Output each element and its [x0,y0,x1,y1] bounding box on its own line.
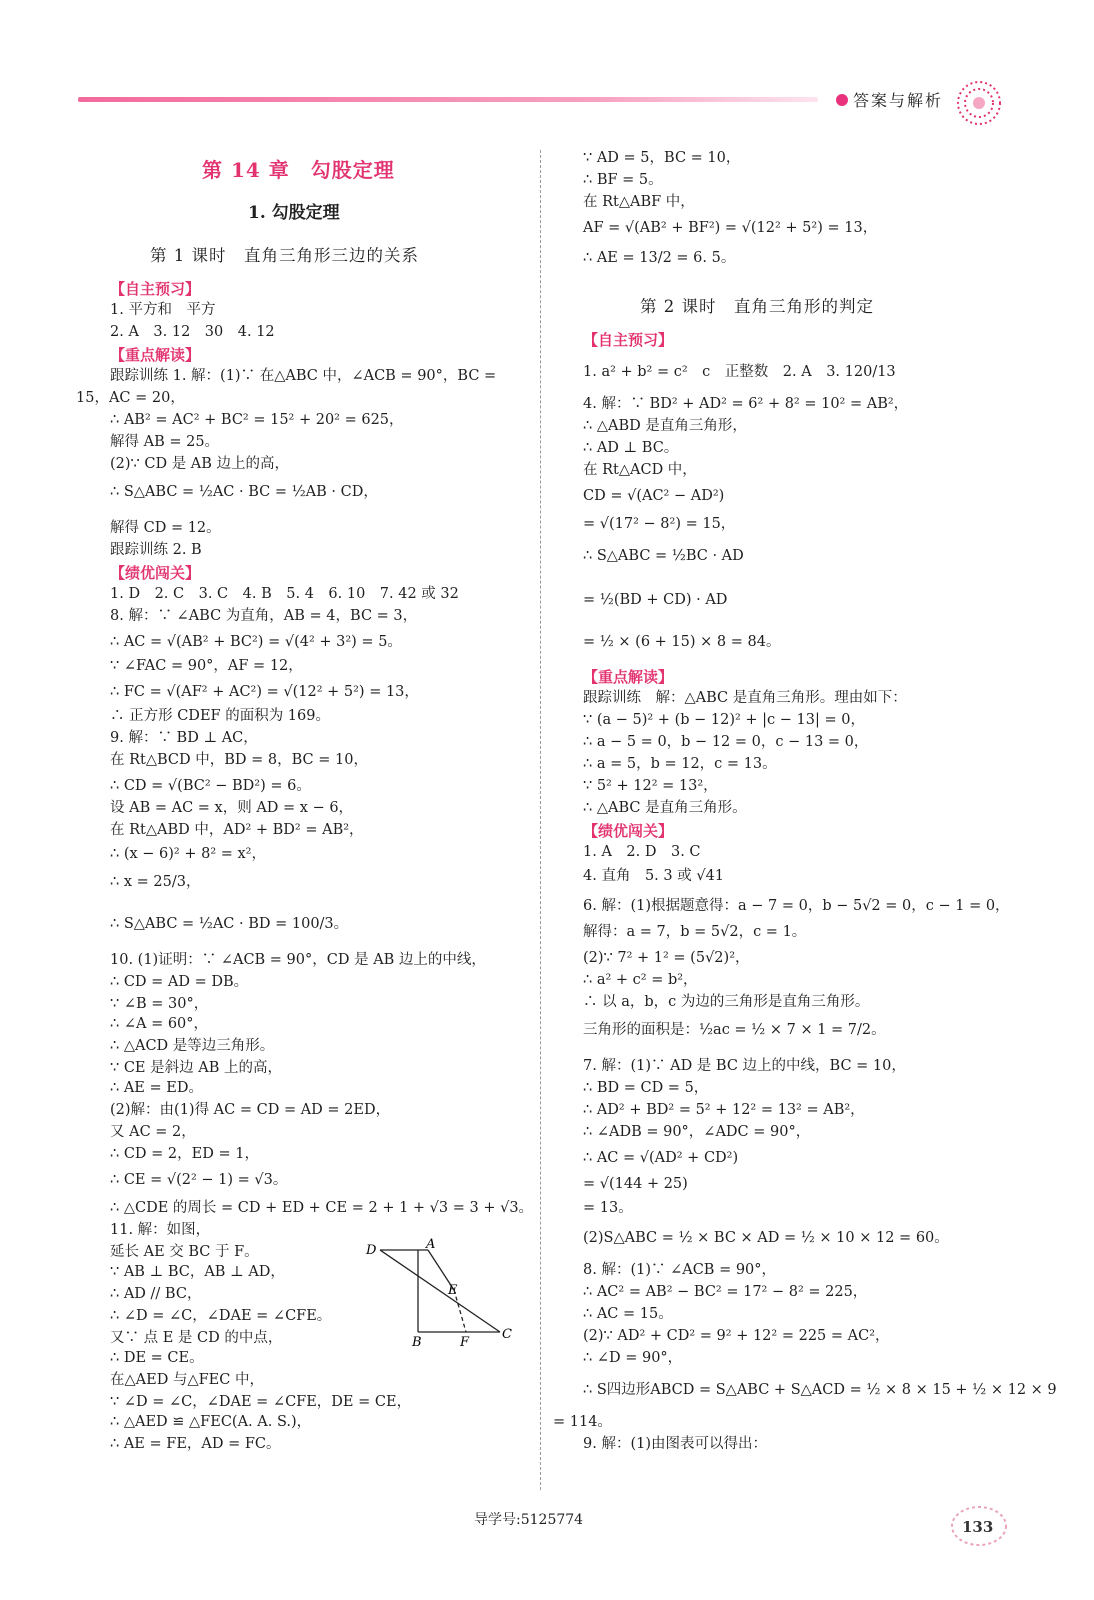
answer-line: 1. 平方和 平方 [110,302,216,318]
answer-line: 4. 解：∵ BD² + AD² = 6² + 8² = 10² = AB²， [583,396,909,412]
answer-line: 1. A 2. D 3. C [583,844,701,860]
answer-line: 8. 解：∵ ∠ABC 为直角，AB = 4，BC = 3， [110,608,418,624]
answer-line: ∴ AB² = AC² + BC² = 15² + 20² = 625， [110,412,404,428]
answer-line: ∴ ∠ADB = 90°，∠ADC = 90°， [583,1124,811,1140]
answer-line: 跟踪训练 1. 解：(1)∵ 在△ABC 中，∠ACB = 90°，BC = [110,368,497,384]
answer-line: 解得：a = 7，b = 5√2，c = 1。 [583,924,807,940]
answer-line: 9. 解：∵ BD ⊥ AC， [110,730,258,746]
answer-line: ∴ AE = 13/2 = 6. 5。 [583,250,736,266]
answer-line: ∴ BF = 5。 [583,172,663,188]
answer-line: 1. a² + b² = c² c 正整数 2. A 3. 120/13 [583,364,896,380]
answer-line: = 13。 [583,1200,633,1216]
answer-line: (2)S△ABC = ½ × BC × AD = ½ × 10 × 12 = 60。 [583,1230,949,1246]
answer-line: ∴ 正方形 CDEF 的面积为 169。 [110,708,330,724]
answer-line: ∴ AD ⊥ BC。 [583,440,679,456]
header-title: 答案与解析 [853,91,944,110]
answer-line: 解得 AB = 25。 [110,434,220,450]
answer-line: 设 AB = AC = x，则 AD = x − 6， [110,800,354,816]
answer-line: 在 Rt△ABD 中，AD² + BD² = AB²， [110,822,364,838]
answer-line: ∴ AC = √(AB² + BC²) = √(4² + 3²) = 5。 [110,634,402,650]
answer-line: ∵ ∠B = 30°， [110,996,209,1012]
chapter-title: 第 14 章 勾股定理 [202,158,395,182]
section-tag: 【自主预习】 [110,280,201,298]
answer-line: ∴ AC = √(AD² + CD²) [583,1150,739,1166]
guide-number: 导学号:5125774 [474,1512,584,1528]
answer-line: ∴ △CDE 的周长 = CD + ED + CE = 2 + 1 + √3 = 3 + √3。 [110,1200,534,1216]
answer-line: 7. 解：(1)∵ AD 是 BC 边上的中线，BC = 10， [583,1058,906,1074]
answer-line: 又∵ 点 E 是 CD 的中点， [110,1330,283,1346]
answer-line: ∴ AE = ED。 [110,1080,203,1096]
answer-line: (2)解：由(1)得 AC = CD = AD = 2ED， [110,1102,391,1118]
section-tag: 【重点解读】 [110,346,201,364]
answer-line: 8. 解：(1)∵ ∠ACB = 90°， [583,1262,777,1278]
answer-line: ∴ DE = CE。 [110,1350,204,1366]
answer-line: ∴ AC = 15。 [583,1306,673,1322]
answer-line: ∵ (a − 5)² + (b − 12)² + |c − 13| = 0， [583,712,865,728]
answer-line: ∴ S四边形ABCD = S△ABC + S△ACD = ½ × 8 × 15 + ½ × 12 × 9 [583,1382,1057,1398]
answer-line: = 114。 [553,1414,612,1430]
answer-line: ∴ ∠D = 90°， [583,1350,683,1366]
answer-line: ∵ AD = 5，BC = 10， [583,150,741,166]
answer-line: 在 Rt△ABF 中， [583,194,695,210]
answer-line: ∴ △ABC 是直角三角形。 [583,800,747,816]
answer-line: ∴ a² + c² = b²， [583,972,698,988]
geometry-figure [360,1238,520,1350]
answer-line: ∵ AB ⊥ BC，AB ⊥ AD， [110,1264,285,1280]
lesson-2-title: 第 2 课时 直角三角形的判定 [640,297,874,316]
answer-line: ∴ x = 25/3， [110,874,201,890]
answer-line: ∴ AD² + BD² = 5² + 12² = 13² = AB²， [583,1102,865,1118]
answer-line: 延长 AE 交 BC 于 F。 [110,1244,259,1260]
header-bullet [836,94,848,106]
answer-line: ∴ ∠D = ∠C，∠DAE = ∠CFE。 [110,1308,332,1324]
answer-line: ∵ ∠D = ∠C，∠DAE = ∠CFE，DE = CE， [110,1394,412,1410]
answer-line: 在 Rt△BCD 中，BD = 8，BC = 10， [110,752,368,768]
label-E: E [448,1283,458,1298]
answer-line: = √(17² − 8²) = 15， [583,516,736,532]
header-rule [78,97,818,102]
answer-line: ∴ CD = √(BC² − BD²) = 6。 [110,778,311,794]
answer-line: ∴ S△ABC = ½AC · BD = 100/3。 [110,916,349,932]
answer-line: 跟踪训练 2. B [110,542,202,558]
answer-line: 6. 解：(1)根据题意得：a − 7 = 0，b − 5√2 = 0，c − 1 = 0， [583,898,1010,914]
answer-line: ∴ CE = √(2² − 1) = √3。 [110,1172,288,1188]
answer-line: ∴ ∠A = 60°， [110,1016,209,1032]
flower-ornament-icon [954,78,1004,128]
answer-line: ∴ AC² = AB² − BC² = 17² − 8² = 225， [583,1284,868,1300]
answer-line: (2)∵ AD² + CD² = 9² + 12² = 225 = AC²， [583,1328,890,1344]
answer-line: 解得 CD = 12。 [110,520,221,536]
answer-line: 10. (1)证明：∵ ∠ACB = 90°，CD 是 AB 边上的中线， [110,952,486,968]
page-number: 133 [962,1518,994,1536]
answer-line: 15，AC = 20， [76,390,185,406]
answer-line: ∴ △ABD 是直角三角形， [583,418,747,434]
answer-line: ∴ △ACD 是等边三角形。 [110,1038,275,1054]
answer-line: = ½ × (6 + 15) × 8 = 84。 [583,634,781,650]
section-tag: 【重点解读】 [583,668,674,686]
answer-line: ∵ 5² + 12² = 13²， [583,778,718,794]
answer-line: 4. 直角 5. 3 或 √41 [583,868,725,884]
label-A: A [426,1238,436,1252]
answer-line: ∴ BD = CD = 5， [583,1080,709,1096]
answer-line: 11. 解：如图， [110,1222,211,1238]
answer-line: 在△AED 与△FEC 中， [110,1372,264,1388]
label-F: F [460,1335,470,1350]
section-tag: 【自主预习】 [583,331,674,349]
label-D: D [366,1243,377,1258]
answer-line: ∵ CE 是斜边 AB 上的高， [110,1060,282,1076]
section-tag: 【绩优闯关】 [110,564,201,582]
answer-line: = ½(BD + CD) · AD [583,592,728,608]
answer-line: = √(144 + 25) [583,1176,688,1192]
answer-line: ∴ a − 5 = 0，b − 12 = 0，c − 13 = 0， [583,734,869,750]
answer-line: 三角形的面积是：½ac = ½ × 7 × 1 = 7/2。 [583,1022,886,1038]
answer-line: ∴ a = 5，b = 12，c = 13。 [583,756,777,772]
answer-line: AF = √(AB² + BF²) = √(12² + 5²) = 13， [583,220,878,236]
answer-line: 2. A 3. 12 30 4. 12 [110,324,275,340]
answer-line: 又 AC = 2， [110,1124,196,1140]
answer-line: 在 Rt△ACD 中， [583,462,697,478]
answer-line: ∴ S△ABC = ½AC · BC = ½AB · CD， [110,484,378,500]
answer-line: 跟踪训练 解：△ABC 是直角三角形。理由如下： [583,690,907,706]
answer-line: ∴ CD = 2，ED = 1， [110,1146,259,1162]
column-divider [540,150,541,1490]
answer-line: ∴ FC = √(AF² + AC²) = √(12² + 5²) = 13， [110,684,419,700]
answer-line: CD = √(AC² − AD²) [583,488,725,504]
answer-line: ∵ ∠FAC = 90°，AF = 12， [110,658,303,674]
answer-line: ∴ AD // BC， [110,1286,202,1302]
section-title: 1. 勾股定理 [248,203,340,223]
section-tag: 【绩优闯关】 [583,822,674,840]
answer-line: ∴ (x − 6)² + 8² = x²， [110,846,266,862]
answer-line: (2)∵ CD 是 AB 边上的高， [110,456,290,472]
label-B: B [412,1335,422,1350]
answer-line: ∴ S△ABC = ½BC · AD [583,548,744,564]
answer-line: ∴ CD = AD = DB。 [110,974,249,990]
answer-line: (2)∵ 7² + 1² = (5√2)²， [583,950,750,966]
lesson-title: 第 1 课时 直角三角形三边的关系 [150,246,419,265]
answer-line: 9. 解：(1)由图表可以得出： [583,1436,767,1452]
answer-line: ∴ 以 a，b，c 为边的三角形是直角三角形。 [583,994,870,1010]
answer-line: ∴ AE = FE，AD = FC。 [110,1436,281,1452]
answer-line: 1. D 2. C 3. C 4. B 5. 4 6. 10 7. 42 或 32 [110,586,459,602]
answer-line: ∴ △AED ≌ △FEC(A. A. S.)， [110,1414,312,1430]
label-C: C [502,1327,512,1342]
